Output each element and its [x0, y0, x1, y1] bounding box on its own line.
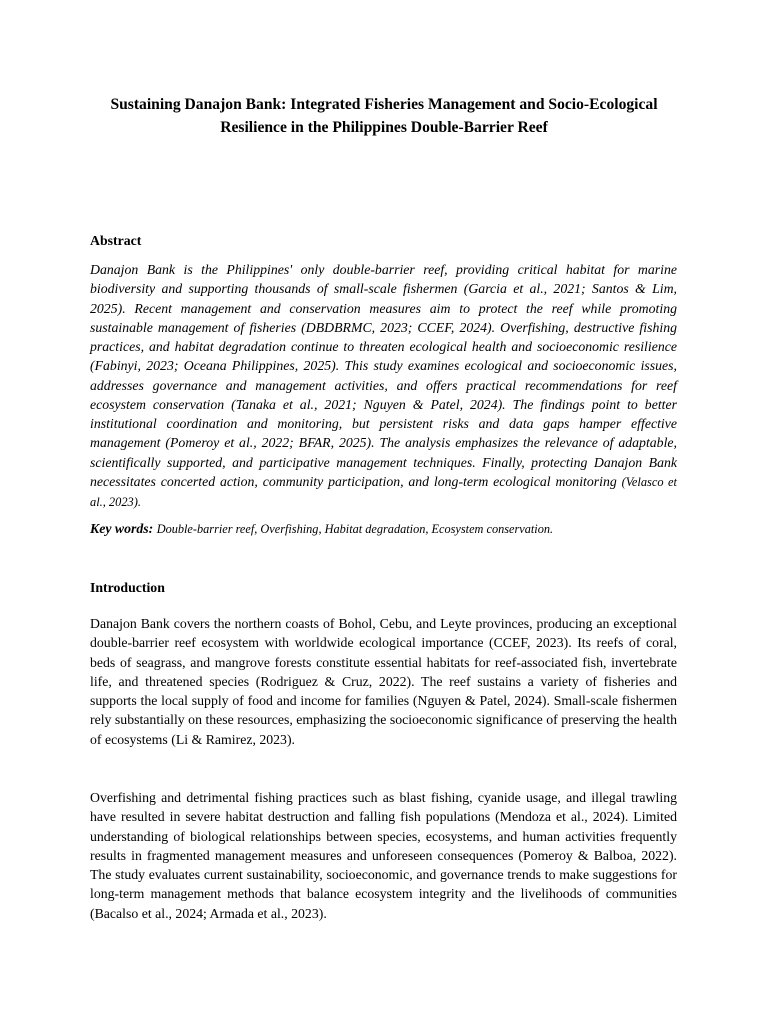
abstract-text	[90, 260, 677, 512]
abstract-body-text: Danajon Bank is the Philippines' only double-barrier reef, providing critical habitat for marine biodiversity and supporting thousands of small-scale fishermen (Garcia et al., 2021; Santos & Lim, 2025). Recent management and conservation measures aim to protect the reef while promoting sustainable management of fisheries (DBDBRMC, 2023; CCEF, 2024). Overfishing, destructive fishing practices, and habitat degradation continue to threaten ecological health and socioeconomic resilience (Fabinyi, 2023; Oceana Philippines, 2025). This study examines ecological and socioeconomic issues, addresses governance and management activities, and offers practical recommendations for reef ecosystem conservation (Tanaka et al., 2021; Nguyen & Patel, 2024). The findings point to better institutional coordination and monitoring, but persistent risks and data gaps hamper effective management (Pomeroy et al., 2022; BFAR, 2025). The analysis emphasizes the relevance of adaptable, scientifically supported, and participative management techniques. Finally, protecting Danajon Bank necessitates concerted action, community participation, and long-term ecological monitoring	[90, 262, 677, 489]
keywords-label: Key words:	[90, 521, 154, 536]
keywords-list: Double-barrier reef, Overfishing, Habitat degradation, Ecosystem conservation.	[156, 522, 554, 536]
abstract-heading: Abstract	[90, 233, 142, 248]
introduction-paragraph-2: Overfishing and detrimental fishing practices such as blast fishing, cyanide usage, and illegal trawling have resulted in severe habitat destruction and falling fish populations (Mendoza et al., 2024). Limited understanding of biological relationships between species, ecosystems, and human activities frequently results in fragmented management measures and unforeseen consequences (Pomeroy & Balboa, 2022). The study evaluates current sustainability, socioeconomic, and governance trends to make suggestions for long-term management methods that balance ecosystem integrity and the livelihoods of communities (Bacalso et al., 2024; Armada et al., 2023).	[90, 790, 677, 921]
abstract-final-citation: (Velasco et al., 2023).	[90, 474, 677, 509]
keywords-line	[90, 519, 680, 539]
introduction-paragraph-1: Danajon Bank covers the northern coasts of Bohol, Cebu, and Leyte provinces, producing an exceptional double-barrier reef ecosystem with worldwide ecological importance (CCEF, 2023). Its reefs of coral, beds of seagrass, and mangrove forests constitute essential habitats for reef-associated fish, invertebrate life, and threatened species (Rodriguez & Cruz, 2022). The reef sustains a variety of fisheries and supports the local supply of food and income for families (Nguyen & Patel, 2024). Small-scale fishermen rely substantially on these resources, emphasizing the socioeconomic significance of preserving the health of ecosystems (Li & Ramirez, 2023).	[90, 616, 677, 747]
introduction-heading: Introduction	[90, 580, 165, 595]
paper-title: Sustaining Danajon Bank: Integrated Fisheries Management and Socio-Ecological Resilience in the Philippines Double-Barrier Reef	[110, 96, 658, 136]
